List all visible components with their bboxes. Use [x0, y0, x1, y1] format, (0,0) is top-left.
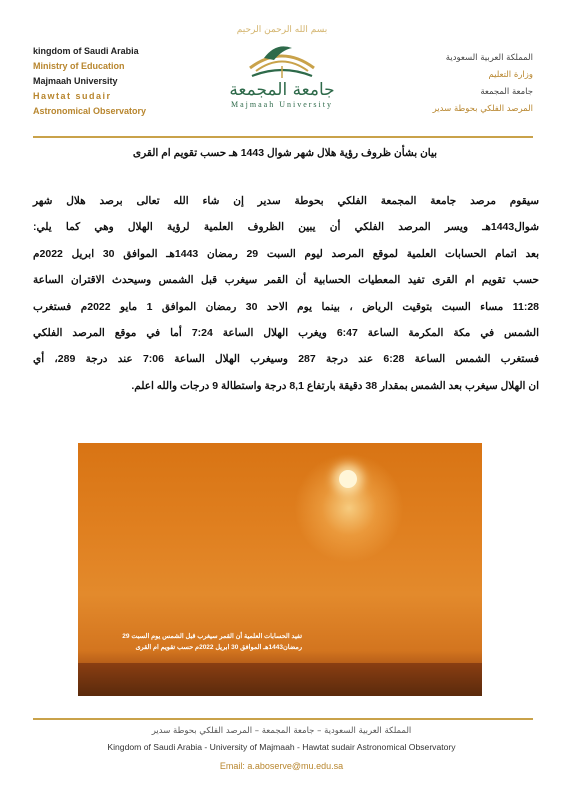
letterhead-en-line: kingdom of Saudi Arabia	[33, 46, 139, 56]
letterhead-en-line: Hawtat sudair	[33, 91, 112, 101]
body-line: الشمس في مكة المكرمة الساعة 6:47 ويغرب الهلال الساعة 7:24 أما في موقع المرصد الفلكي	[33, 326, 539, 339]
logo-english-name: Majmaah University	[231, 100, 333, 109]
caption-line: تفيد الحسابات العلمية أن القمر سيغرب قبل الشمس يوم السبت 29	[122, 633, 302, 640]
sun-disc	[339, 470, 357, 488]
letterhead-en-line: Ministry of Education	[33, 61, 125, 71]
footer-english: Kingdom of Saudi Arabia - University of Majmaah - Hawtat sudair Astronomical Observatory	[107, 742, 456, 752]
university-logo	[212, 22, 352, 127]
letterhead-ar-line: المملكة العربية السعودية	[445, 53, 533, 63]
footer-divider	[33, 718, 533, 720]
body-line: بعد اتمام الحسابات العلمية لموقع المرصد ليوم السبت 29 رمضان 1443هـ الموافق 30 ابريل 2022م	[33, 247, 540, 260]
caption-line: رمضان1443هـ الموافق 30 ابريل 2022م حسب تقويم ام القرى	[135, 644, 302, 651]
letterhead-english	[33, 44, 183, 119]
sunset-photo	[78, 443, 482, 696]
letterhead-ar-line: المرصد الفلكي بحوطة سدير	[432, 104, 533, 114]
body-line: شوال1443هـ ويسر المرصد الفلكي أن يبين الظروف العلمية لرؤية الهلال وهي كما يلي:	[33, 221, 539, 234]
body-line: حسب تقويم ام القرى تفيد المعطيات الحسابية أن القمر سيغرب قبل الشمس وسيحدث الاقتران الساعة	[33, 274, 539, 287]
letterhead-en-line: Majmaah University	[33, 76, 118, 86]
header-divider	[33, 136, 533, 138]
statement-body	[33, 188, 539, 399]
book-emblem-icon	[242, 38, 322, 82]
basmala-calligraphy: بسم الله الرحمن الرحيم	[236, 25, 328, 35]
body-line: 11:28 مساء السبت بتوقيت الرياض ، بينما يوم الاحد 30 رمضان الموافق 1 مايو 2022م فستغرب	[33, 300, 539, 313]
body-line: فستغرب الشمس الساعة 6:28 عند درجة 287 وسيغرب الهلال الساعة 7:06 عند درجة 289، أي	[33, 353, 539, 366]
photo-caption	[106, 631, 302, 653]
letterhead-ar-line: جامعة المجمعة	[480, 87, 533, 97]
horizon-ground	[78, 663, 482, 696]
logo-arabic-name: جامعة المجمعة	[229, 80, 335, 100]
footer-email-link[interactable]: Email: a.aboserve@mu.edu.sa	[219, 761, 344, 771]
body-line: سيقوم مرصد جامعة المجمعة الفلكي بحوطة سدير إن شاء الله تعالى برصد هلال شهر	[33, 195, 539, 207]
statement-title: بيان بشأن ظروف رؤية هلال شهر شوال 1443 هـ حسب تقويم ام القرى	[132, 147, 438, 159]
letterhead-ar-line: وزارة التعليم	[488, 70, 533, 80]
body-line: ان الهلال سيغرب بعد الشمس بمقدار 38 دقيقة بارتفاع 8,1 درجة واستطالة 9 درجات والله اعلم.	[131, 379, 539, 392]
letterhead-arabic	[383, 50, 533, 118]
letterhead-en-line: Astronomical Observatory	[33, 106, 147, 116]
footer-arabic: المملكة العربية السعودية – جامعة المجمعة – المرصد الفلكي بحوطة سدير	[151, 726, 412, 736]
